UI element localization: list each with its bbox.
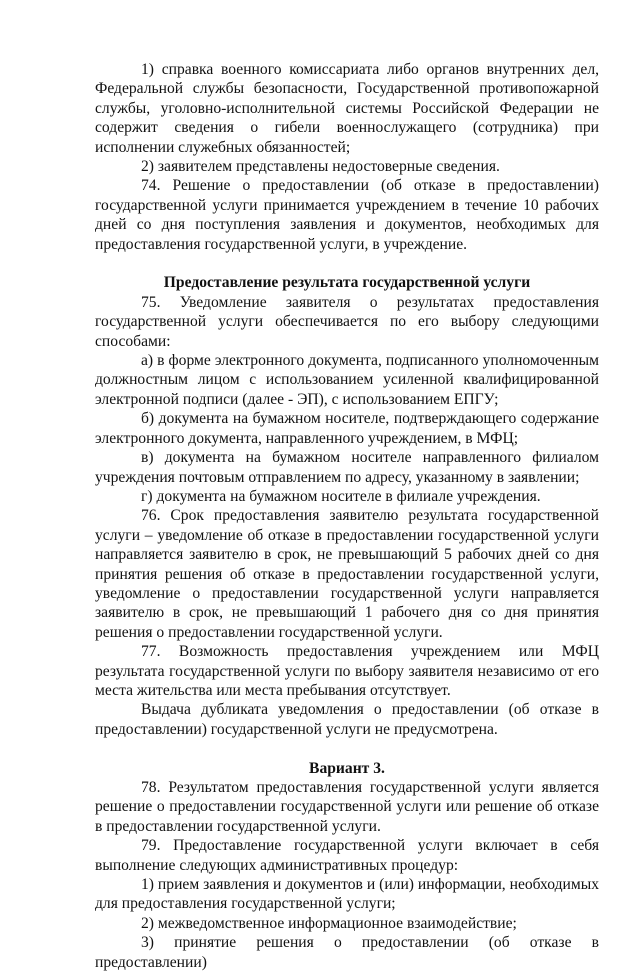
document-page: [95, 60, 599, 972]
paragraph-79-2: 2) межведомственное информационное взаимодействие;: [141, 914, 517, 932]
section-gap: [95, 739, 599, 758]
paragraph-item-1: 1) справка военного комиссариата либо органов внутренних дел, Федеральной службы безопасности, Государственной противопожарной службы, уголовно-исполнительной системы Российской Федерации не содержит сведения о гибели военнослужащего (сотрудника) при исполнении служебных обязанностей;: [95, 61, 599, 156]
section-heading-variant: Вариант 3.: [309, 759, 385, 777]
paragraph-75-v: в) документа на бумажном носителе направленного филиалом учреждения почтовым отправлением по адресу, указанному в заявлении;: [95, 449, 599, 486]
paragraph-75-g: г) документа на бумажном носителе в филиале учреждения.: [141, 487, 541, 505]
paragraph-79-1: 1) прием заявления и документов и (или) информации, необходимых для предоставления государственной услуги;: [95, 876, 599, 913]
paragraph-74: 74. Решение о предоставлении (об отказе в предоставлении) государственной услуги принимается учреждением в течение 10 рабочих дней со дня поступления заявления и документов, необходимых для предоставления государственной услуги, в учреждение.: [95, 177, 599, 253]
paragraph-75: 75. Уведомление заявителя о результатах предоставления государственной услуги обеспечивается по его выбору следующими способами:: [95, 293, 599, 350]
paragraph-item-2: 2) заявителем представлены недостоверные сведения.: [141, 158, 500, 176]
paragraph-78: 78. Результатом предоставления государственной услуги является решение о предоставлении государственной услуги или решение об отказе в предоставлении государственной услуги.: [95, 779, 599, 835]
paragraph-duplicate: Выдача дубликата уведомления о предоставлении (об отказе в предоставлении) государственной услуги не предусмотрена.: [95, 701, 599, 738]
paragraph-79-3: 3) принятие решения о предоставлении (об отказе в предоставлении): [95, 934, 599, 971]
paragraph-77: 77. Возможность предоставления учреждением или МФЦ результата государственной услуги по выбору заявителя независимо от его места жительства или места пребывания отсутствует.: [95, 643, 599, 699]
paragraph-76: 76. Срок предоставления заявителю результата государственной услуги – уведомление об отказе в предоставлении государственной услуги направляется заявителю в срок, не превышающий 5 рабочих дней со дня принятия решения об отказе в предоставлении государственной услуги, уведомление о предоставлении государственной услуги направляется заявителю в срок, не превышающий 1 рабочего дня со дня принятия решения о предоставлении государственной услуги.: [95, 507, 599, 641]
section-heading-result: Предоставление результата государственной услуги: [163, 274, 531, 292]
paragraph-75-b: б) документа на бумажном носителе, подтверждающего содержание электронного документа, направленного учреждением, в МФЦ;: [95, 410, 599, 447]
section-gap: [95, 254, 599, 273]
paragraph-75-a: а) в форме электронного документа, подписанного уполномоченным должностным лицом с использованием усиленной квалифицированной электронной подписи (далее - ЭП), с использованием ЕПГУ;: [95, 352, 599, 408]
paragraph-79: 79. Предоставление государственной услуги включает в себя выполнение следующих административных процедур:: [95, 837, 599, 874]
